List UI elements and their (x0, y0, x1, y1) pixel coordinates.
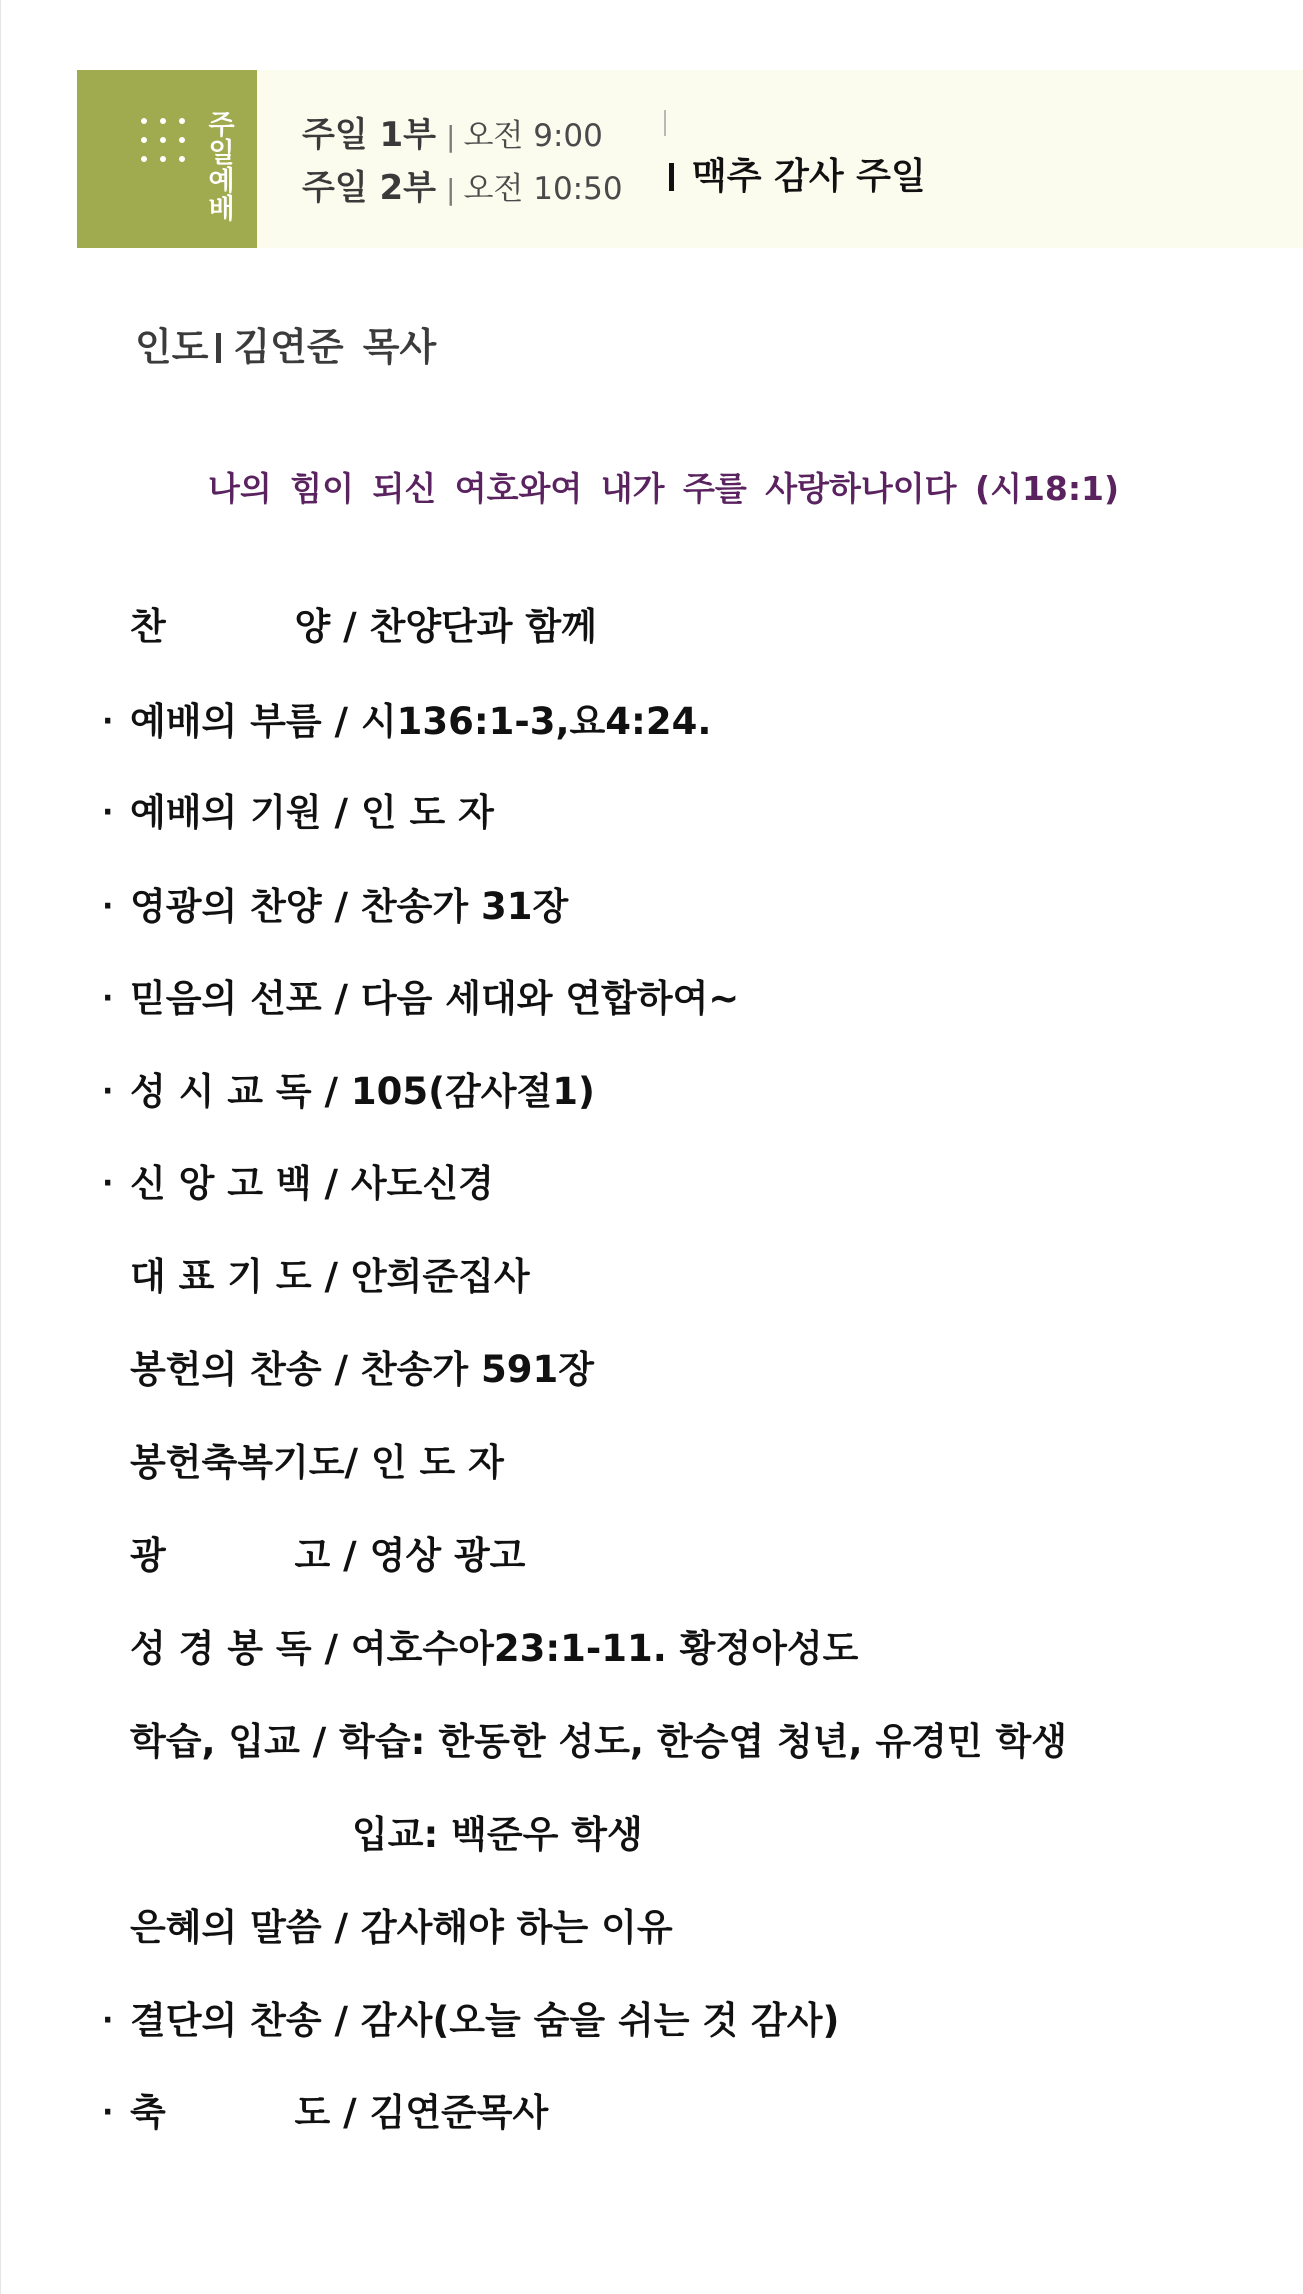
order-item (102, 884, 569, 930)
order-item-text: 광 고 / 영상 광고 (130, 1534, 526, 1577)
order-item (130, 1905, 673, 1951)
order-item-text: 영광의 찬양 / 찬송가 31장 (130, 885, 569, 928)
bullet-mark: · (102, 1074, 114, 1109)
order-item-text: 성 경 봉 독 / 여호수아23:1-11. 황정아성도 (130, 1627, 859, 1670)
order-item (102, 976, 740, 1022)
order-item (130, 1347, 594, 1393)
bullet-mark: · (102, 981, 114, 1016)
order-item (102, 790, 494, 836)
order-item (130, 1254, 530, 1300)
order-item (130, 604, 597, 650)
order-item-text: 은혜의 말씀 / 감사해야 하는 이유 (130, 1906, 673, 1949)
order-item (130, 1533, 525, 1579)
order-item (102, 2090, 549, 2136)
leader-name: 김연준 목사 (233, 325, 437, 369)
bullet-mark: · (102, 2095, 114, 2130)
order-item-text: 찬 양 / 찬양단과 함께 (130, 605, 597, 648)
service-separator: | (446, 173, 456, 206)
order-item-text: 믿음의 선포 / 다음 세대와 연합하여~ (130, 977, 740, 1020)
order-item-text: 봉헌의 찬송 / 찬송가 591장 (130, 1348, 594, 1391)
order-item-text: 봉헌축복기도/ 인 도 자 (130, 1441, 504, 1484)
service-name: 주일 1부 (302, 115, 437, 155)
order-item (102, 699, 712, 745)
order-item (130, 1719, 1067, 1765)
bullet-mark: · (102, 795, 114, 830)
theme-verse: 나의 힘이 되신 여호와여 내가 주를 사랑하나이다 (시18:1) (208, 469, 1120, 508)
order-item-continuation: 입교: 백준우 학생 (352, 1813, 643, 1856)
order-item-text: 학습, 입교 / 학습: 한동한 성도, 한승엽 청년, 유경민 학생 (130, 1720, 1067, 1763)
service-tag-label: 주일예배 (203, 110, 234, 222)
order-item-text: 결단의 찬송 / 감사(오늘 숨을 쉬는 것 감사) (130, 1999, 840, 2042)
order-item-text: 예배의 부름 / 시136:1-3,요4:24. (130, 700, 712, 743)
service-name: 주일 2부 (302, 168, 437, 208)
bullet-mark: · (102, 1166, 114, 1201)
order-item-text: 축 도 / 김연준목사 (130, 2091, 549, 2134)
service-time: 오전 10:50 (463, 171, 623, 207)
order-item (130, 1626, 858, 1672)
service-time: 오전 9:00 (463, 118, 603, 154)
order-item (102, 1998, 840, 2044)
order-item-text: 신 앙 고 백 / 사도신경 (130, 1162, 494, 1205)
bullet-mark: · (102, 704, 114, 739)
order-item-text: 대 표 기 도 / 안희준집사 (130, 1255, 530, 1298)
leader-role: 인도 (135, 325, 209, 369)
order-item (102, 1069, 595, 1115)
sunday-title-text: 맥추 감사 주일 (692, 156, 926, 197)
service-separator: | (446, 120, 456, 153)
order-item (102, 1161, 494, 1207)
bullet-mark: · (102, 889, 114, 924)
order-item-text: 예배의 기원 / 인 도 자 (130, 791, 494, 834)
order-item-text: 성 시 교 독 / 105(감사절1) (130, 1070, 595, 1113)
bullet-mark: · (102, 2003, 114, 2038)
order-item (130, 1440, 504, 1486)
